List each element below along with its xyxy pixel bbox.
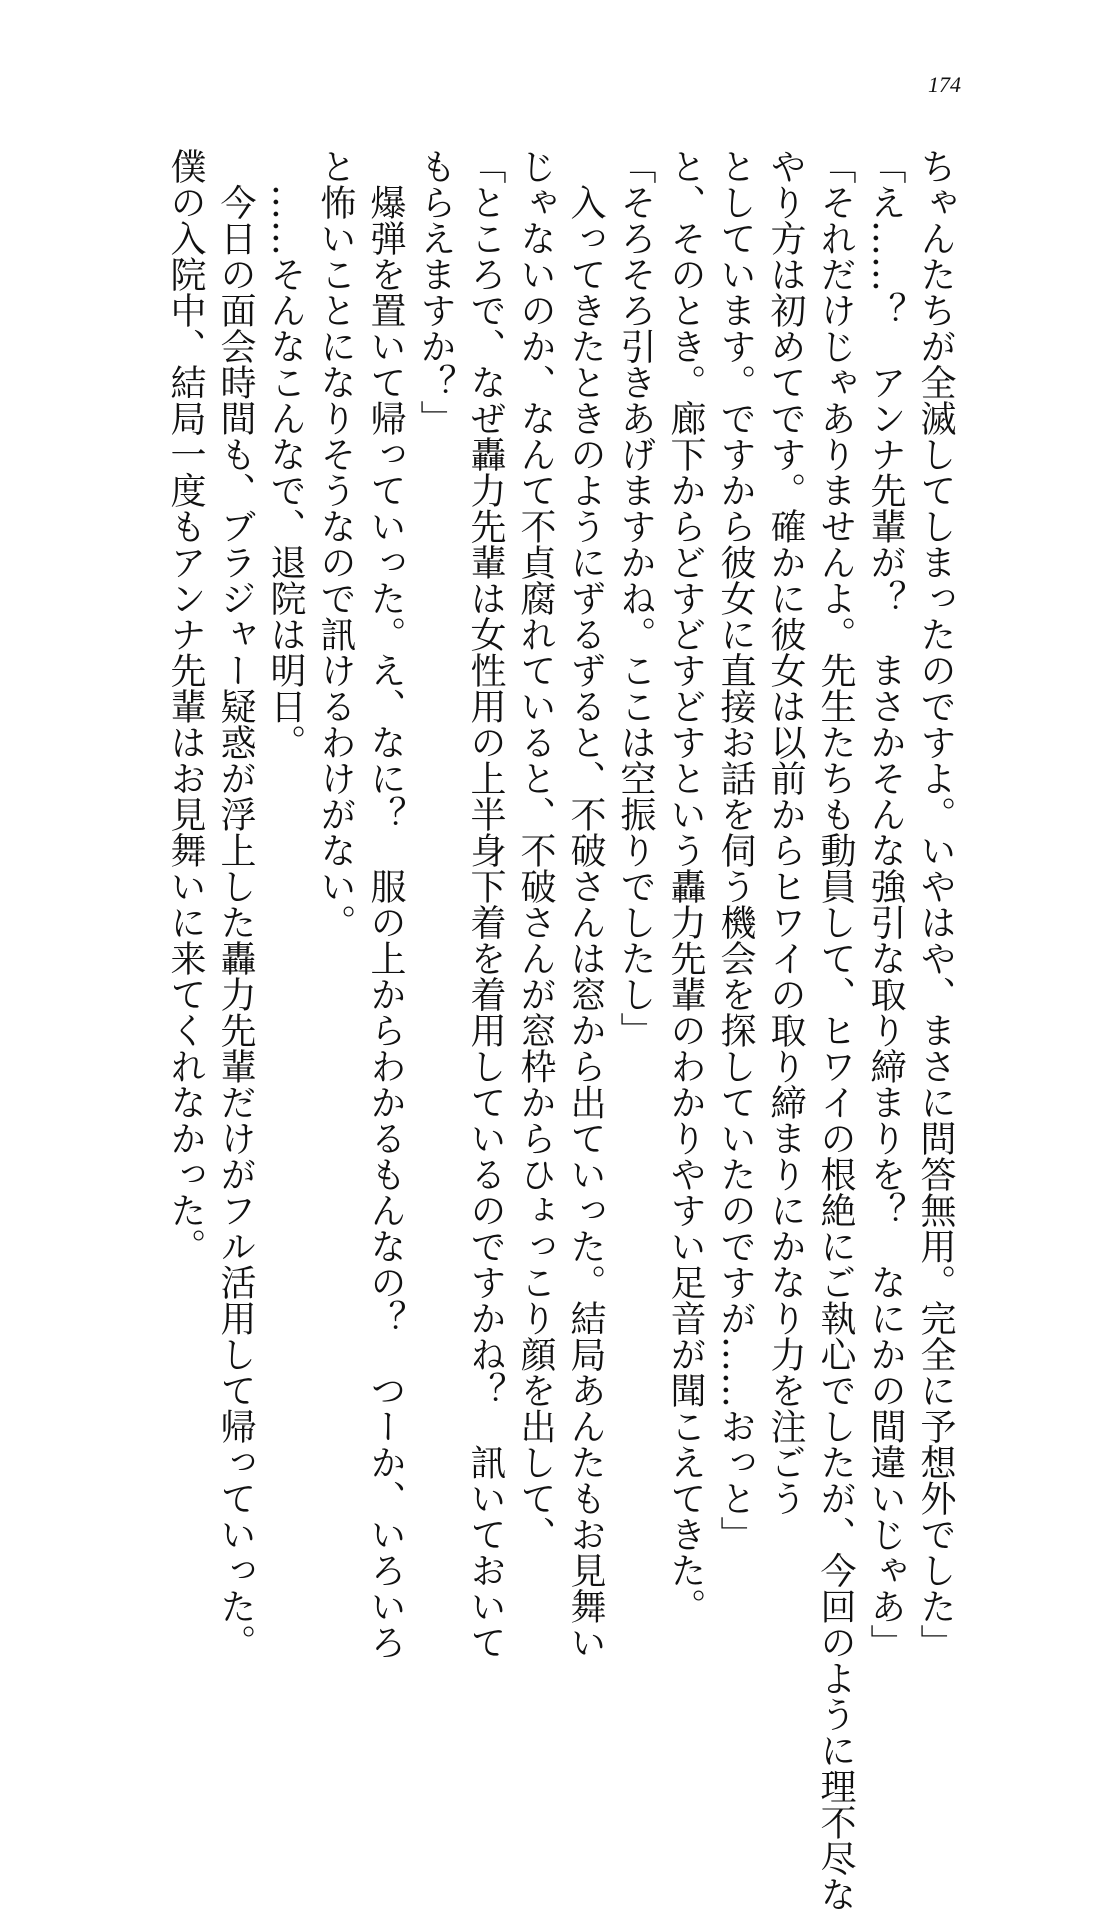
text-line: ちゃんたちが全滅してしまったのですよ。いやはや、まさに問答無用。完全に予想外でした」 bbox=[915, 148, 956, 1660]
text-line: 今日の面会時間も、ブラジャー疑惑が浮上した轟力先輩だけがフル活用して帰っていった。 bbox=[215, 184, 256, 1660]
text-line: ……そんなこんなで、退院は明日。 bbox=[265, 184, 306, 760]
text-line: じゃないのか、なんて不貞腐れていると、不破さんが窓枠からひょっこり顔を出して、 bbox=[515, 148, 556, 1552]
text-line: やり方は初めてです。確かに彼女は以前からヒワイの取り締まりにかなり力を注ごう bbox=[765, 148, 806, 1516]
text-line: 「それだけじゃありませんよ。先生たちも動員して、ヒワイの根絶にご執心でしたが、今回のように理不尽な bbox=[815, 148, 856, 1912]
text-line: と、そのとき。廊下からどすどすどすという轟力先輩のわかりやすい足音が聞こえてきた。 bbox=[665, 148, 706, 1624]
text-line: と怖いことになりそうなので訊けるわけがない。 bbox=[315, 148, 356, 940]
text-line: 爆弾を置いて帰っていった。え、なに？ 服の上からわかるもんなの？ つーか、いろいろ bbox=[365, 184, 406, 1660]
text-line: 「そろそろ引きあげますかね。ここは空振りでしたし」 bbox=[615, 148, 656, 1048]
text-line: もらえますか？」 bbox=[415, 148, 456, 436]
page-number: 174 bbox=[928, 72, 961, 97]
body-text bbox=[160, 148, 960, 1912]
text-line: 「ところで、なぜ轟力先輩は女性用の上半身下着を着用しているのですかね？ 訊いておいて bbox=[465, 148, 506, 1660]
text-line: 入ってきたときのようにずるずると、不破さんは窓から出ていった。結局あんたもお見舞い bbox=[565, 184, 606, 1660]
text-line: 僕の入院中、結局一度もアンナ先輩はお見舞いに来てくれなかった。 bbox=[165, 148, 206, 1264]
text-line: としています。ですから彼女に直接お話を伺う機会を探していたのですが……おっと」 bbox=[715, 148, 756, 1552]
text-line: 「え……？ アンナ先輩が？ まさかそんな強引な取り締まりを？ なにかの間違いじゃあ」 bbox=[865, 148, 906, 1660]
